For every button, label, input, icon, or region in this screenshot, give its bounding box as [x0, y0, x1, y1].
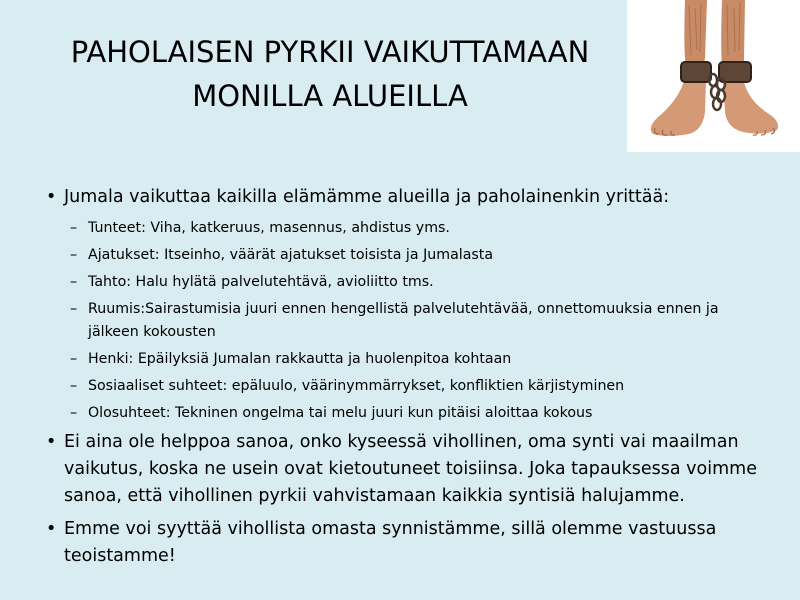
- subbullet-tunteet: – Tunteet: Viha, katkeruus, masennus, ahdistus yms.: [44, 217, 764, 240]
- bullet-1: • Jumala vaikuttaa kaikilla elämämme alueilla ja paholainenkin yrittää:: [44, 184, 764, 211]
- shackled-feet-image: [627, 0, 800, 152]
- bullet-3: • Emme voi syyttää vihollista omasta synnistämme, sillä olemme vastuussa teoistamme!: [44, 516, 764, 570]
- subbullet-list: [44, 217, 764, 425]
- subbullet-ajatukset: – Ajatukset: Itseinho, väärät ajatukset toisista ja Jumalasta: [44, 244, 764, 267]
- subbullet-olosuhteet: – Olosuhteet: Tekninen ongelma tai melu juuri kun pitäisi aloittaa kokous: [44, 402, 764, 425]
- bullet-2: • Ei aina ole helppoa sanoa, onko kyseessä vihollinen, oma synti vai maailman vaikutus, koska ne usein ovat kietoutuneet toisiinsa. Joka tapauksessa voimme sanoa, että vihollinen pyrkii vahvistamaan kaikkia syntisiä halujamme.: [44, 429, 764, 510]
- subbullet-tahto: – Tahto: Halu hylätä palvelutehtävä, avioliitto tms.: [44, 271, 764, 294]
- title-line-2: MONILLA ALUEILLA: [192, 79, 468, 113]
- title-line-1: PAHOLAISEN PYRKII VAIKUTTAMAAN: [70, 35, 590, 69]
- slide-title: [20, 30, 640, 118]
- subbullet-sosiaaliset-suhteet: – Sosiaaliset suhteet: epäluulo, väärinymmärrykset, konfliktien kärjistyminen: [44, 375, 764, 398]
- subbullet-henki: – Henki: Epäilyksiä Jumalan rakkautta ja huolenpitoa kohtaan: [44, 348, 764, 371]
- slide-body: [44, 184, 764, 576]
- subbullet-ruumis: – Ruumis:Sairastumisia juuri ennen hengellistä palvelutehtävää, onnettomuuksia ennen ja jälkeen kokousten: [44, 298, 764, 344]
- shackled-feet-icon: [627, 0, 800, 152]
